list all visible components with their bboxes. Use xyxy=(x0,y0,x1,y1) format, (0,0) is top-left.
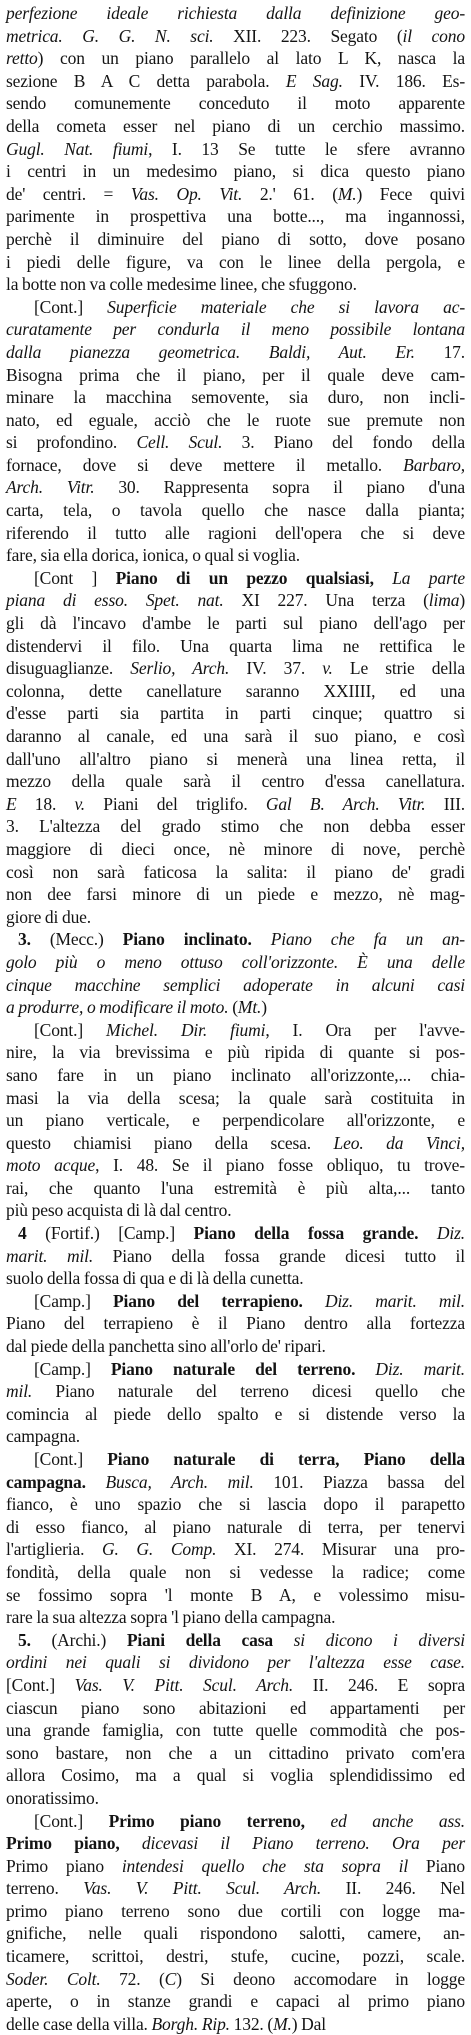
citation-text: Diz. marit. xyxy=(375,1358,465,1379)
citation-text: M. xyxy=(337,183,357,204)
body-text: sezione B A C detta parabola. xyxy=(6,70,286,91)
body-text: della cometa esser nel piano di un cerchio massimo. xyxy=(6,115,465,136)
body-text: XI. 274. Misurar una pro- xyxy=(234,1539,465,1560)
text-line xyxy=(6,1968,465,1991)
body-text: una grande famiglia, con tutte quelle commodità che pos- xyxy=(6,1720,465,1741)
paragraph-block xyxy=(6,928,465,951)
body-text: III. xyxy=(443,793,465,814)
citation-text: Vas. Op. Vit. xyxy=(130,183,260,204)
citation-text: Gugl. Nat. fiumi xyxy=(6,138,149,159)
body-text: colonna, dette canellature saranno XXIIII, ed una xyxy=(6,680,465,701)
body-text: si profondino. xyxy=(6,432,137,453)
text-line xyxy=(6,1403,465,1426)
body-text: Piano naturale del terreno dicesi quello che xyxy=(55,1381,465,1402)
body-text: de' centri. = xyxy=(6,183,131,204)
citation-text: Borgh. Rip. xyxy=(151,2013,234,2034)
text-line xyxy=(6,1109,465,1132)
citation-text: Vas. V. Pitt. Scul. Arch. xyxy=(83,1878,346,1899)
body-text: maggiore di dieci once, nè minore di nove, perchè xyxy=(6,838,465,859)
body-text: così non sarà faticosa la salita: il piano de' gradi xyxy=(6,861,465,882)
text-line xyxy=(6,861,465,884)
text-line xyxy=(6,454,465,477)
body-text: la botte non va colle medesime linee, che sfuggono. xyxy=(6,274,357,295)
text-line xyxy=(6,815,465,838)
body-text: 2.' 61. ( xyxy=(259,183,338,204)
text-line xyxy=(6,1787,465,1810)
body-text: ) con un piano parallelo al lato L K, nasca la xyxy=(37,48,465,69)
text-line xyxy=(6,1471,465,1494)
text-line xyxy=(6,702,465,725)
body-text: i piedi delle figure, va con le linee della pergola, e xyxy=(6,251,465,272)
headword-text: 4 xyxy=(18,1223,46,1244)
body-text: più peso acquista di là dal centro. xyxy=(6,1200,232,1221)
headword-text: 3. xyxy=(18,929,50,950)
body-text: fare, sia ella dorica, ionica, o qual si voglia. xyxy=(6,545,300,566)
citation-text: M. xyxy=(273,2013,292,2034)
body-text: i centri in un medesimo piano, si dica questo piano xyxy=(6,161,465,182)
citation-text: E xyxy=(6,793,35,814)
text-line xyxy=(6,1154,465,1177)
paragraph-block xyxy=(6,589,465,928)
body-text: campagna. xyxy=(6,1426,80,1447)
text-line xyxy=(6,364,465,387)
body-text: XI 227. Una terza ( xyxy=(241,590,429,611)
text-line xyxy=(6,273,465,296)
citation-text: v. xyxy=(322,658,350,679)
text-line xyxy=(6,1064,465,1087)
citation-text: lima xyxy=(428,590,460,611)
text-line xyxy=(6,589,465,612)
text-line xyxy=(6,183,465,206)
citation-text: Mt. xyxy=(237,997,262,1018)
citation-text: Piano che fa un an- xyxy=(270,929,465,950)
text-line xyxy=(6,92,465,115)
body-text: sano fare in un piano inclinato all'orizzonte,... chia- xyxy=(6,1064,465,1085)
text-line xyxy=(6,1674,465,1697)
body-text: comincia al piede dello spalto e si distende verso la xyxy=(6,1403,465,1424)
body-text: non dee farsi minore di un piede e mezzo, nè mag- xyxy=(6,884,465,905)
body-text: parimente in prospettiva una botte..., ma ingannossi, xyxy=(6,206,465,227)
text-line xyxy=(6,1335,465,1358)
citation-text: intendesi quello che sta sopra il xyxy=(121,1855,426,1876)
text-line xyxy=(6,476,465,499)
body-text: fornace, dove si deve mettere il metallo. xyxy=(6,454,404,475)
headword-text: 5. xyxy=(18,1629,52,1650)
citation-text: Barbaro, xyxy=(403,454,465,475)
paragraph-block xyxy=(6,1380,465,1448)
body-text: l'artiglieria. xyxy=(6,1539,103,1560)
citation-text: Gal B. Arch. Vitr. xyxy=(265,793,444,814)
body-text: (Mecc.) xyxy=(49,929,123,950)
text-line xyxy=(6,1945,465,1968)
body-text: [Cont.] xyxy=(6,1674,75,1695)
text-line xyxy=(6,1922,465,1945)
text-line xyxy=(6,522,465,545)
paragraph-block xyxy=(6,1222,465,1245)
text-line xyxy=(6,409,465,432)
text-line xyxy=(6,1132,465,1155)
text-line xyxy=(6,431,465,454)
paragraph-block xyxy=(6,1041,465,1222)
body-text: primo piano terreno sono due cortili con logge ma- xyxy=(6,1900,465,1921)
citation-text: Diz. xyxy=(436,1223,466,1244)
body-text: delle case della villa. xyxy=(6,2013,152,2034)
body-text: [Cont.] xyxy=(34,296,108,317)
dictionary-page xyxy=(6,2,465,2035)
body-text: Bisogna prima che il piano, per il quale deve cam- xyxy=(6,364,465,385)
text-line xyxy=(6,1719,465,1742)
text-line xyxy=(6,1584,465,1607)
citation-text: il cono xyxy=(402,25,465,46)
body-text: nire, la via brevissima e più ripida di quante si pos- xyxy=(6,1042,465,1063)
body-text: ) xyxy=(261,997,267,1018)
body-text: daranno al canale, ed una sarà il suo piano, e così xyxy=(6,726,465,746)
citation-text: Superficie materiale che si lavora ac- xyxy=(107,296,465,317)
body-text: disuguaglianze. xyxy=(6,658,131,679)
body-text: gli dà l'incavo d'ambe le parti sul piano dell'ago per xyxy=(6,613,465,634)
body-text: perchè il diminuire del piano di sotto, dove posano xyxy=(6,228,465,249)
text-line xyxy=(6,1425,465,1448)
text-line xyxy=(6,1810,465,1833)
text-line xyxy=(6,47,465,70)
paragraph-block xyxy=(6,296,465,319)
body-text: 72. ( xyxy=(119,1968,165,1989)
citation-text: C xyxy=(164,1968,177,1989)
text-line xyxy=(6,974,465,997)
paragraph-block xyxy=(6,2,465,296)
citation-text: Soder. Colt. xyxy=(6,1968,120,1989)
paragraph-block xyxy=(6,1312,465,1357)
body-text: Primo piano xyxy=(6,1855,122,1876)
body-text: fianco, è uno spazio che si lascia dopo il parapetto xyxy=(6,1494,465,1515)
text-line xyxy=(6,996,465,1019)
body-text: distendervi il filo. Una quarta lima ne rettifica le xyxy=(6,635,465,656)
body-text: Le strie della xyxy=(349,658,465,679)
body-text: , I. 48. Se il piano fosse obliquo, tu trove- xyxy=(95,1155,465,1176)
text-line xyxy=(6,1990,465,2013)
text-line xyxy=(6,1199,465,1222)
text-line xyxy=(6,793,465,816)
citation-text: G. G. Comp. xyxy=(102,1539,234,1560)
citation-text: perfezione ideale richiesta dalla definizione geo- xyxy=(6,3,465,23)
body-text: ) Fece quivi xyxy=(356,183,465,204)
paragraph-block xyxy=(6,1245,465,1290)
text-line xyxy=(6,1380,465,1403)
text-line xyxy=(6,680,465,703)
text-line xyxy=(6,1041,465,1064)
citation-text: Arch. Vitr. xyxy=(6,477,119,498)
text-line xyxy=(6,499,465,522)
body-text: 132. ( xyxy=(233,2013,274,2034)
headword-text: Piani della casa xyxy=(126,1629,294,1650)
body-text: ) Dal xyxy=(291,2013,326,2034)
text-line xyxy=(6,748,465,771)
text-line xyxy=(6,1855,465,1878)
body-text: onoratissimo. xyxy=(6,1787,99,1808)
text-line xyxy=(6,1697,465,1720)
body-text: IV. 186. Es- xyxy=(359,70,466,91)
body-text: nato, ed eguale, acciò che le ruote sue premute non xyxy=(6,409,465,430)
body-text: d'esse parti sia partita in parti cinque; quattro si xyxy=(6,703,465,724)
text-line xyxy=(6,928,465,951)
body-text: 30. Rappresenta sopra il piano d'una xyxy=(118,477,465,498)
text-line xyxy=(6,1516,465,1539)
citation-text: ordini nei quali si dividono per l'altezza esse case. xyxy=(6,1652,465,1673)
citation-text: Serlio, Arch. xyxy=(130,658,247,679)
paragraph-block xyxy=(6,1629,465,1652)
citation-text: Vas. V. Pitt. Scul. Arch. xyxy=(74,1674,313,1695)
citation-text: Leo. da Vinci, xyxy=(333,1132,465,1153)
text-line xyxy=(6,1245,465,1268)
citation-text: marit. mil. xyxy=(6,1245,113,1266)
body-text: ( xyxy=(232,997,238,1018)
body-text: 3. Piano del fondo della xyxy=(241,432,465,453)
body-text: 18. xyxy=(34,793,75,814)
body-text: giore di due. xyxy=(6,906,92,927)
text-line xyxy=(6,1267,465,1290)
text-line xyxy=(6,1493,465,1516)
paragraph-block xyxy=(6,1448,465,1471)
paragraph-block xyxy=(6,1810,465,1833)
text-line xyxy=(6,1832,465,1855)
citation-text: piana di esso. Spet. nat. xyxy=(6,590,242,611)
text-line xyxy=(6,1290,465,1313)
text-line xyxy=(6,1019,465,1042)
text-line xyxy=(6,70,465,93)
headword-text: Primo piano, xyxy=(6,1833,142,1854)
text-line xyxy=(6,1877,465,1900)
citation-text: metrica. G. G. N. sci. xyxy=(6,25,234,46)
citation-text: v. xyxy=(74,793,104,814)
body-text: allora Cosimo, ma a qual si voglia splendidissimo ed xyxy=(6,1765,465,1786)
body-text: ) xyxy=(459,590,465,611)
text-line xyxy=(6,544,465,567)
text-line xyxy=(6,160,465,183)
body-text: , I. 13 Se tutte le sfere avranno xyxy=(148,138,465,159)
text-line xyxy=(6,1358,465,1381)
text-line xyxy=(6,1087,465,1110)
body-text: questo chiamisi piano della scesa. xyxy=(6,1132,334,1153)
text-line xyxy=(6,906,465,929)
body-text: 17. xyxy=(443,341,465,362)
text-line xyxy=(6,657,465,680)
body-text: minare la macchina semovente, sia duro, non incli- xyxy=(6,387,465,408)
citation-text: golo più o meno ottuso coll'orizzonte. È una delle xyxy=(6,951,465,972)
text-line xyxy=(6,205,465,228)
text-line xyxy=(6,1606,465,1629)
text-line xyxy=(6,1629,465,1652)
text-line xyxy=(6,251,465,274)
text-line xyxy=(6,228,465,251)
paragraph-block xyxy=(6,1358,465,1381)
body-text: se fossimo sopra 'l monte B A, e volessimo misu- xyxy=(6,1584,465,1605)
headword-text: campagna. xyxy=(6,1471,106,1492)
headword-text: Piano della fossa grande. xyxy=(193,1223,437,1244)
text-line xyxy=(6,1651,465,1674)
body-text: un piano verticale, e perpendicolare all'orizzonte, e xyxy=(6,1110,465,1131)
text-line xyxy=(6,883,465,906)
body-text: rare la sua altezza sopra 'l piano della campagna. xyxy=(6,1607,336,1628)
text-line xyxy=(6,1764,465,1787)
headword-text: Piano del terrapieno. xyxy=(112,1290,325,1311)
headword-text: Piano inclinato. xyxy=(122,929,271,950)
body-text: dal piede della panchetta sino all'orlo de' ripari. xyxy=(6,1336,326,1357)
body-text: IV. 37. xyxy=(246,658,323,679)
body-text: [Cont.] xyxy=(34,1810,109,1831)
text-line xyxy=(6,2,465,25)
text-line xyxy=(6,1448,465,1471)
citation-text: retto xyxy=(6,48,38,69)
paragraph-block xyxy=(6,1019,465,1042)
citation-text: dalla pianezza geometrica. Baldi, Aut. Er. xyxy=(6,341,444,362)
body-text: carta, tela, o tavola quello che nasce dalla pianta; xyxy=(6,500,465,521)
body-text: 101. Piazza bassa del xyxy=(273,1471,466,1492)
citation-text: ed anche ass. xyxy=(330,1810,465,1831)
body-text: XII. 223. Segato ( xyxy=(233,25,403,46)
body-text: gnifiche, nelle quali rispondono salotti, camere, an- xyxy=(6,1923,465,1944)
text-line xyxy=(6,138,465,161)
body-text: di esso fianco, al piano naturale di terra, per tenervi xyxy=(6,1516,465,1537)
citation-text: dicevasi il Piano terreno. Ora per xyxy=(141,1833,465,1854)
body-text: [Cont ] xyxy=(34,567,116,588)
text-line xyxy=(6,838,465,861)
headword-text: Piano di un pezzo qualsiasi, xyxy=(115,567,393,588)
body-text: 3. L'altezza del grado stimo che non debba esser xyxy=(6,816,465,837)
text-line xyxy=(6,1177,465,1200)
body-text: [Cont.] xyxy=(34,1019,107,1040)
text-line xyxy=(6,386,465,409)
paragraph-block xyxy=(6,1651,465,1809)
body-text: (Fortif.) [Camp.] xyxy=(45,1223,194,1244)
body-text: terreno. xyxy=(6,1878,84,1899)
body-text: dall'uno all'altro piano si menerà una linea retta, il xyxy=(6,748,465,769)
body-text: ticamere, scrittoi, destri, stufe, cucine, pozzi, scale. xyxy=(6,1946,465,1967)
text-line xyxy=(6,1742,465,1765)
body-text: sono bastare, non che a un cittadino privato com'era xyxy=(6,1742,465,1763)
text-line xyxy=(6,115,465,138)
body-text: , I. Ora per l'avve- xyxy=(265,1019,465,1040)
body-text: ) Si deono accomodare in logge xyxy=(176,1968,465,1989)
body-text: [Camp.] xyxy=(34,1290,113,1311)
text-line xyxy=(6,2013,465,2035)
text-line xyxy=(6,1222,465,1245)
citation-text: Busca, Arch. mil. xyxy=(105,1471,274,1492)
paragraph-block xyxy=(6,951,465,1019)
paragraph-block xyxy=(6,567,465,590)
text-line xyxy=(6,1900,465,1923)
citation-text: a produrre, o modificare il moto. xyxy=(6,997,233,1018)
body-text: mezzo della quale sarà il centro d'essa canellatura. xyxy=(6,771,465,792)
headword-text: Piano naturale del terreno. xyxy=(110,1358,376,1379)
body-text: [Cont.] xyxy=(34,1449,108,1469)
citation-text: curatamente per condurla il meno possibile lontana xyxy=(6,319,465,340)
citation-text: moto acque xyxy=(6,1155,96,1176)
body-text: riferendo il tutto alle ragioni dell'opera che si deve xyxy=(6,522,465,543)
headword-text: Piano naturale di terra, Piano della xyxy=(107,1449,465,1469)
citation-text: E Sag. xyxy=(285,70,360,91)
body-text: Piano xyxy=(425,1855,465,1876)
body-text: masi la via della scesa; la quale sarà costituita in xyxy=(6,1087,465,1108)
body-text: fondità, della quale non si vedesse la radice; come xyxy=(6,1561,465,1582)
text-line xyxy=(6,318,465,341)
paragraph-block xyxy=(6,1832,465,2035)
citation-text: Diz. marit. mil. xyxy=(324,1290,465,1311)
text-line xyxy=(6,1538,465,1561)
text-line xyxy=(6,951,465,974)
body-text: Piani del triglifo. xyxy=(103,793,266,814)
citation-text: La parte xyxy=(392,567,465,588)
paragraph-block xyxy=(6,1471,465,1629)
text-line xyxy=(6,1312,465,1335)
body-text: II. 246. Nel xyxy=(345,1878,465,1899)
body-text: II. 246. E sopra xyxy=(312,1674,465,1695)
text-line xyxy=(6,770,465,793)
citation-text: si dicono i diversi xyxy=(293,1629,465,1650)
headword-text: Primo piano terreno, xyxy=(108,1810,331,1831)
body-text: rai, che quanto l'una estremità è più alta,... tanto xyxy=(6,1177,465,1198)
citation-text: Cell. Scul. xyxy=(136,432,242,453)
text-line xyxy=(6,1561,465,1584)
text-line xyxy=(6,635,465,658)
body-text: (Archi.) xyxy=(51,1629,127,1650)
body-text: suolo della fossa di qua e di là della cunetta. xyxy=(6,1268,304,1289)
text-line xyxy=(6,341,465,364)
text-line xyxy=(6,612,465,635)
citation-text: mil. xyxy=(6,1381,56,1402)
citation-text: Michel. Dir. fiumi xyxy=(106,1019,266,1040)
text-line xyxy=(6,25,465,48)
body-text: Piano della fossa grande dicesi tutto il xyxy=(112,1245,465,1266)
text-line xyxy=(6,296,465,319)
text-line xyxy=(6,567,465,590)
body-text: [Camp.] xyxy=(34,1358,111,1379)
body-text: sendo comunemente conceduto il moto apparente xyxy=(6,93,465,114)
body-text: Piano del terrapieno è il Piano dentro alla fortezza xyxy=(6,1313,465,1334)
body-text: ciascun piano sono abitazioni ed appartamenti per xyxy=(6,1697,465,1718)
citation-text: cinque macchine semplici adoperate in alcuni casi xyxy=(6,974,465,995)
text-line xyxy=(6,725,465,748)
body-text: aperte, o in stanze grandi e capaci al primo piano xyxy=(6,1991,465,2012)
paragraph-block xyxy=(6,318,465,567)
paragraph-block xyxy=(6,1290,465,1313)
